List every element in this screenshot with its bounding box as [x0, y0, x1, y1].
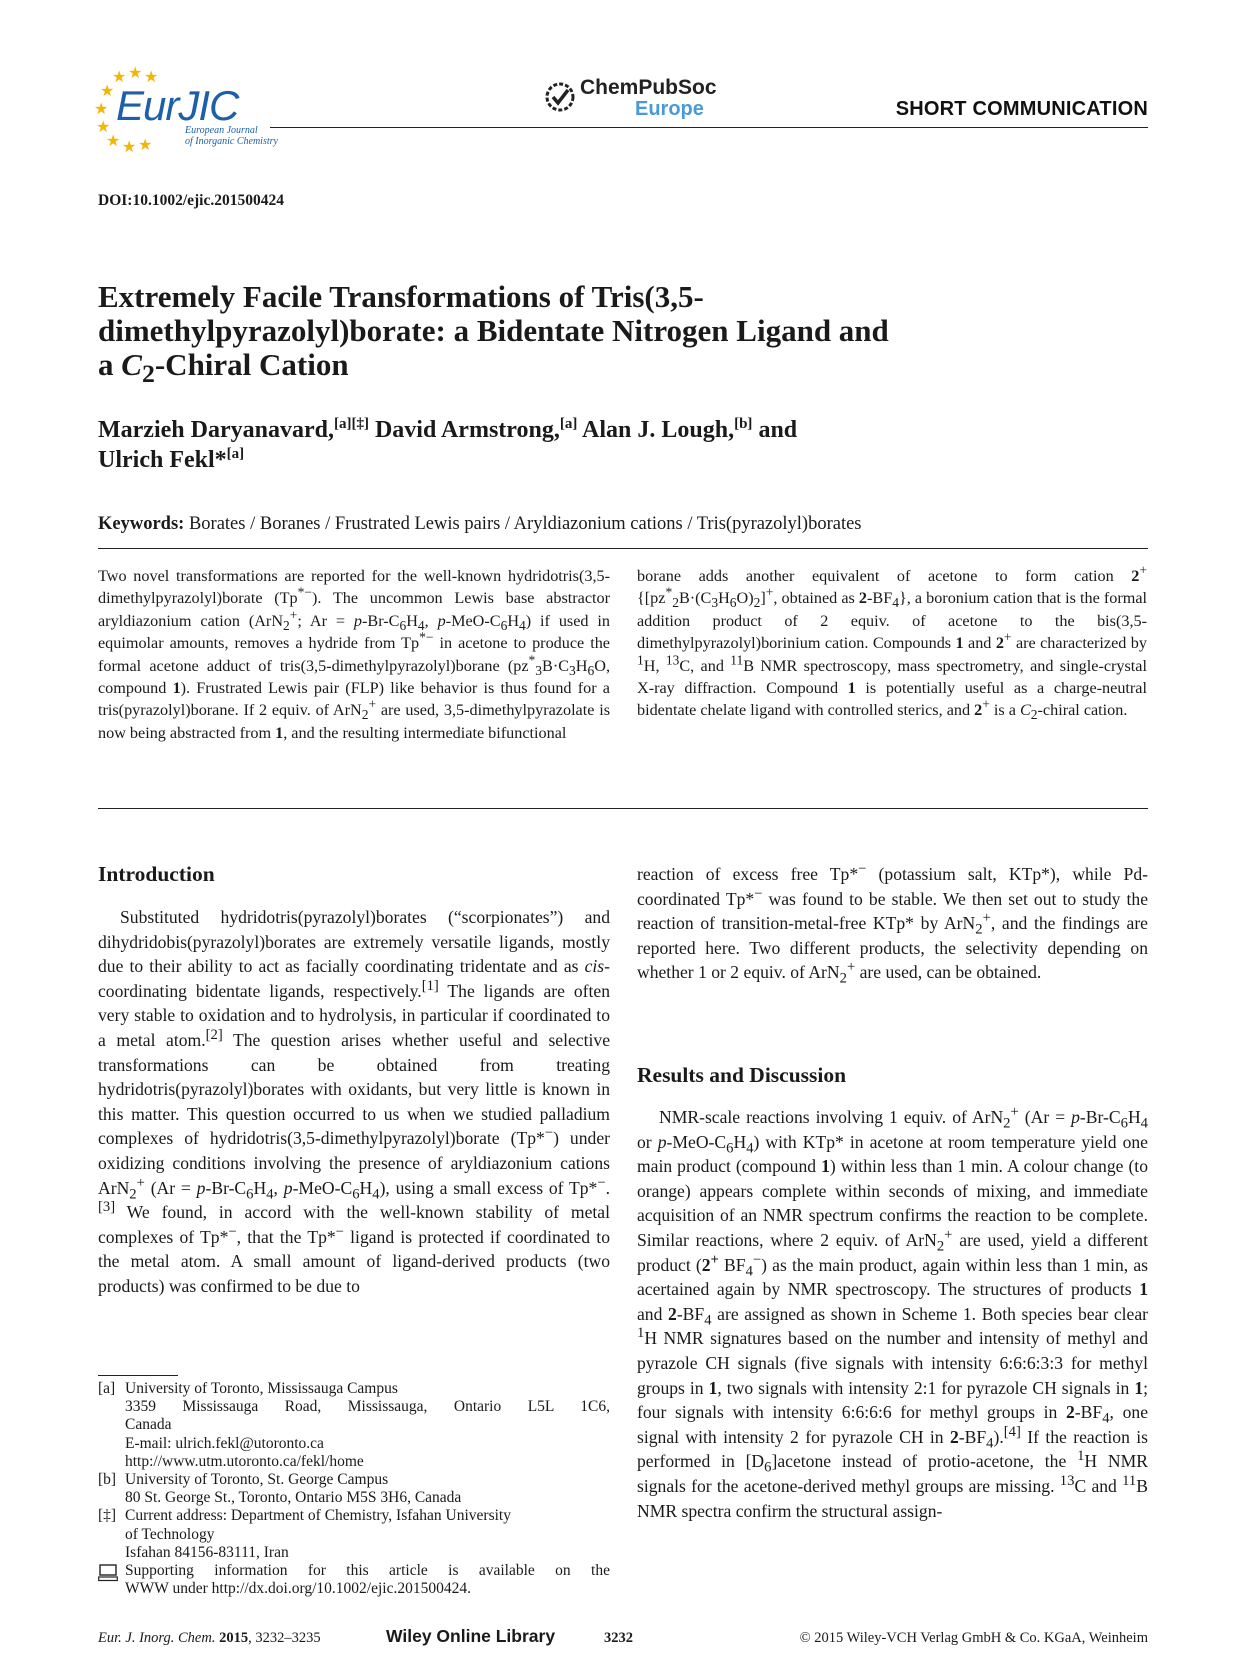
abstract-right-column: borane adds another equivalent of acetone to form cation 2+ {$[pz^*_2B\cdot(C_3H_6O)_2]^+$, obtained as $2-BF_4$}, a boronium cation that is the formal addition product of 2 equiv. of acetone to the bis(3,5-dimethylpyrazolyl)borinium cation. Compounds 1 and 2+ are characterized by $^1$H, $^{13}$C, and $^{11}$B NMR spectroscopy, mass spectrometry, and single-crystal X-ray diffraction. Compound 1 is potentially useful as a charge-neutral bidentate chelate ligand with controlled sterics, and 2+ is a $C_2$-chiral cation. [637, 562, 1147, 723]
footnote-rule [98, 1375, 178, 1376]
doi: DOI:10.1002/ejic.201500424 [98, 192, 284, 209]
introduction-paragraph: Substituted hydridotris(pyrazolyl)borates (“scorpionates”) and dihydridobis(pyrazolyl)borates are extremely versatile ligands, mostly due to their ability to act as facially coordinating tridentate and as cis-coordinating bidentate ligands, respectively.[1] The ligands are often very stable to oxidation and to hydrolysis, in particular if coordinated to a metal atom.[2] The question arises whether useful and selective transformations can be obtained from treating hydridotris(pyrazolyl)borates with oxidants, but very little is known in this matter. This question occurred to us when we studied palladium complexes of hydridotris(3,5-dimethylpyrazolyl)borate (Tp*−) under oxidizing conditions involving the presence of aryldiazonium cations ArN$_2$+ ($Ar = p-Br-C_6H_4$, $p-MeO-C_6H_4$), using a small excess of Tp*−.[3] We found, in accord with the well-known stability of metal complexes of Tp*−, that the Tp*− ligand is protected if coordinated to the metal atom. A small amount of ligand-derived products (two products) was confirmed to be due to [98, 907, 611, 1296]
star-icon: ★ [100, 83, 115, 100]
copyright: © 2015 Wiley-VCH Verlag GmbH & Co. KGaA, Weinheim [799, 1630, 1148, 1646]
homepage-link[interactable]: http://www.utm.utoronto.ca/fekl/home [125, 1452, 364, 1470]
star-icon: ★ [138, 137, 153, 154]
eurjic-logo-subtitle: European Journal [185, 125, 258, 136]
abstract-left-column: Two novel transformations are reported for the well-known hydridotris(3,5-dimethylpyrazolyl)borate (Tp*−). The uncommon Lewis base abstractor aryldiazonium cation (ArN$_2$+; $Ar = p-Br-C_6H_4$, $p-MeO-C_6H_4$) if used in equimolar amounts, removes a hydride from Tp*− in acetone to produce the formal acetone adduct of tris(3,5-dimethylpyrazolyl)borane ($pz^*_3B\cdot C_3H_6O$, compound 1). Frustrated Lewis pair (FLP) like behavior is thus found for a tris(pyrazolyl)borane. If 2 equiv. of ArN$_2$+ are used, 3,5-dimethylpyrazolate is now being abstracted from 1, and the resulting intermediate bifunctional [98, 567, 611, 742]
wiley-online-library-logo: Wiley Online Library [386, 1626, 556, 1646]
keywords: Keywords: Borates / Boranes / Frustrated Lewis pairs / Aryldiazonium cations / Tris(pyrazolyl)borates [98, 514, 862, 534]
header-divider [270, 127, 1148, 128]
footer-citation: Eur. J. Inorg. Chem. 2015, 3232–3235 [98, 1630, 321, 1646]
introduction-paragraph-continued: reaction of excess free Tp*− (potassium salt, KTp*), while Pd-coordinated Tp*− was found to be stable. We then set out to study the reaction of transition-metal-free KTp* by ArN$_2$+, and the findings are reported here. Two different products, the selectivity depending on whether 1 or 2 equiv. of ArN$_2$+ are used, can be obtained. [637, 861, 1148, 987]
affiliation-a: [a] University of Toronto, Mississauga Campus 3359 Mississauga Road, Mississauga, Ontario L5L 1C6, Canada E-mail: ulrich.fekl@utoronto.ca http://www.utm.utoronto.ca/fekl/home [98, 1380, 610, 1470]
star-icon: ★ [106, 133, 121, 150]
chempubsoc-name: ChemPubSoc [580, 76, 717, 99]
abstract-bottom-rule [98, 808, 1148, 809]
eurjic-logo-word: EurJIC [116, 82, 239, 129]
section-heading-results: Results and Discussion [637, 1063, 847, 1087]
chempubsoc-region: Europe [635, 98, 704, 120]
article-title: Extremely Facile Transformations of Tris(3,5- dimethylpyrazolyl)borate: a Bidentate Nitrogen Ligand and a $C_2$-Chiral Cation [98, 279, 889, 389]
star-icon: ★ [96, 119, 111, 136]
affiliation-b: [b] University of Toronto, St. George Campus 80 St. George St., Toronto, Ontario M5S 3H6, Canada [98, 1471, 462, 1507]
star-icon: ★ [144, 69, 159, 86]
star-icon: ★ [112, 69, 127, 86]
chempubsoc-logo-icon [543, 80, 577, 114]
affiliation-current: [‡] Current address: Department of Chemistry, Isfahan University of Technology Isfahan 84156-83111, Iran [98, 1507, 511, 1561]
section-heading-introduction: Introduction [98, 862, 215, 886]
supporting-info-link[interactable]: WWW under http://dx.doi.org/10.1002/ejic.201500424. [125, 1580, 471, 1598]
computer-icon [98, 1564, 118, 1582]
star-icon: ★ [122, 139, 137, 156]
star-icon: ★ [128, 65, 143, 82]
abstract-top-rule [98, 548, 1148, 549]
eurjic-logo-subtitle: of Inorganic Chemistry [185, 136, 278, 147]
affiliations [98, 1380, 610, 1598]
article-type: SHORT COMMUNICATION [895, 98, 1148, 120]
author-list: Marzieh Daryanavard,[a][‡] David Armstrong,[a] Alan J. Lough,[b] and Ulrich Fekl*[a] [98, 416, 798, 473]
star-icon: ★ [94, 101, 109, 118]
email-link[interactable]: E-mail: ulrich.fekl@utoronto.ca [125, 1434, 324, 1452]
results-paragraph: NMR-scale reactions involving 1 equiv. of ArN$_2$+ ($Ar = p-Br-C_6H_4$ or $p-MeO-C_6H_4$) with KTp* in acetone at room temperature yield one main product (compound 1) within less than 1 min. A colour change (to orange) appears complete within seconds of mixing, and immediate acquisition of an NMR spectrum confirms the reaction to be complete. Similar reactions, where 2 equiv. of ArN$_2$+ are used, yield a different product (2+ $BF_4^-$) as the main product, again within less than 1 min, as acertained again by NMR spectroscopy. The structures of products 1 and $2-BF_4$ are assigned as shown in Scheme 1. Both species bear clear $^1$H NMR signatures based on the number and intensity of methyl and pyrazole CH signals (five signals with intensity 6:6:6:3:3 for methyl groups in 1, two signals with intensity 2:1 for pyrazole CH signals in 1; four signals with intensity 6:6:6:6 for methyl groups in $2-BF_4$, one signal with intensity 2 for pyrazole CH in $2-BF_4).[4]$ If the reaction is performed in $[D_6]acetone$ instead of protio-acetone, the $^1$H NMR signals for the acetone-derived methyl groups are missing. $^{13}$C and $^{11}$B NMR spectra confirm the structural assign- [637, 1104, 1149, 1521]
supporting-information: Supporting information for this article is available on the WWW under http://dx.doi.org/10.1002/ejic.201500424. [98, 1562, 610, 1598]
page-number: 3232 [604, 1630, 633, 1646]
